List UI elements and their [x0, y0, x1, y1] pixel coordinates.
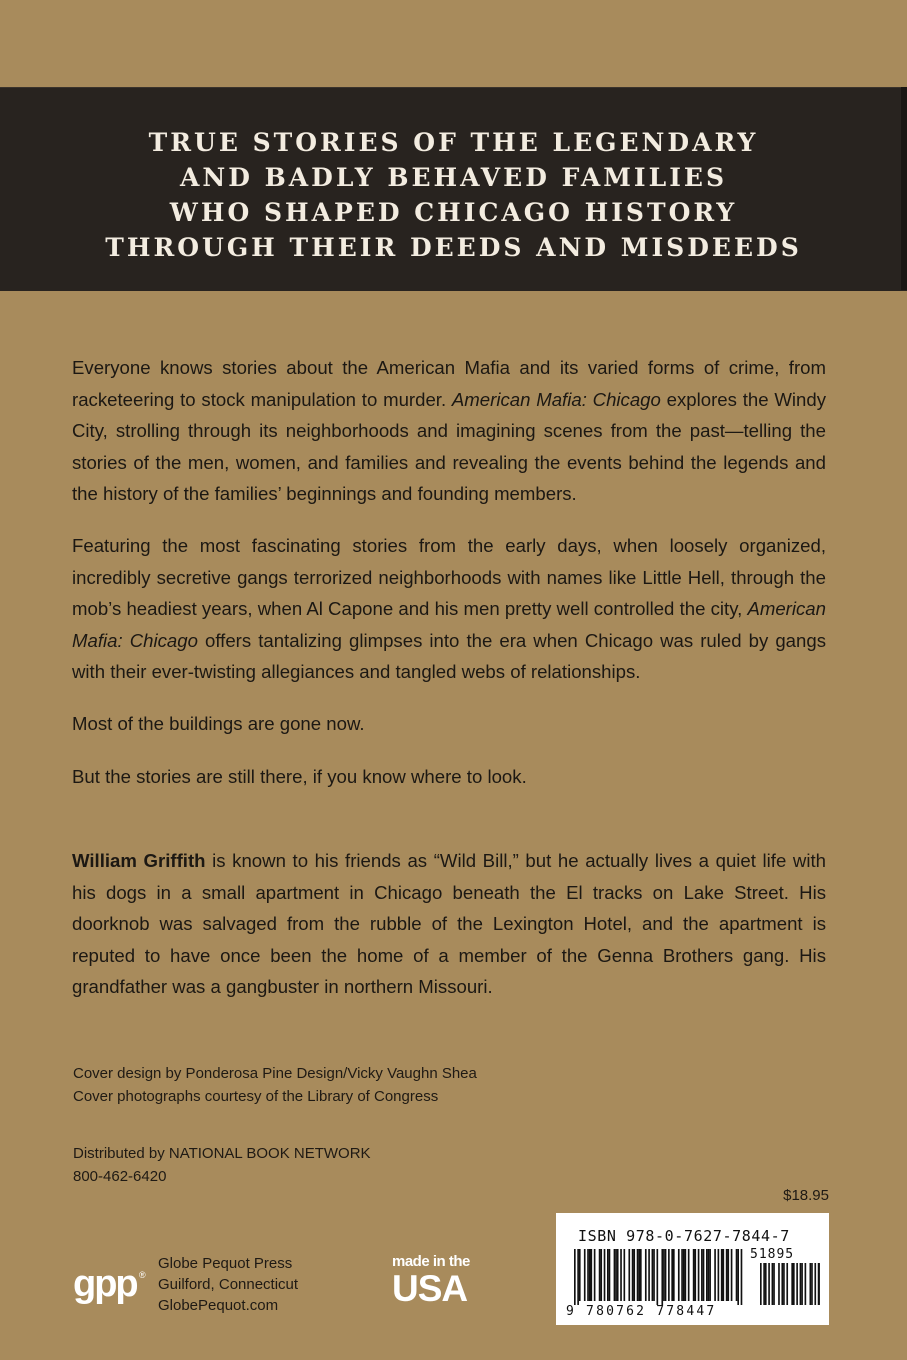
barcode-bar [577, 1249, 579, 1305]
barcode-bar [708, 1249, 710, 1301]
barcode-addon-number: 51895 [750, 1247, 795, 1262]
barcode-addon-bar [800, 1263, 802, 1305]
tagline-line-4: THROUGH THEIR DEEDS AND MISDEEDS [105, 233, 802, 262]
bio-text: is known to his friends as “Wild Bill,” but he actually lives a quiet life with his dogs in a small apartment in Chicago beneath the El tracks on Lake Street. His doorknob was salvaged from the rubble of the Lexington Hotel, and the apartment is reputed to have once been the home of a member of the Genna Brothers gang. His grandfather was a gangbuster in northern Missouri. [72, 850, 826, 997]
barcode-bar [709, 1249, 711, 1301]
distribution-info [73, 1142, 371, 1188]
barcode-bar [579, 1249, 581, 1301]
barcode-addon-bar [765, 1263, 767, 1305]
barcode-addon-bar [818, 1263, 820, 1305]
gpp-logo-text: gpp [73, 1263, 137, 1305]
usa-label: USA [392, 1268, 468, 1309]
barcode-addon-bar [783, 1263, 785, 1305]
barcode-bar [600, 1249, 602, 1301]
publisher-location: Guilford, Connecticut [158, 1276, 299, 1293]
blurb-text: explores the Windy City, strolling through its neighborhoods and imagining scenes from the past—telling the stories of the men, women, and families and revealing the events behind the legends and the history of the families’ beginnings and founding members. [72, 388, 826, 504]
barcode-bar [668, 1249, 670, 1301]
made-in-label: made in the [392, 1253, 470, 1270]
barcode-bar [723, 1249, 725, 1301]
barcode-bar [653, 1249, 655, 1301]
barcode-bar [737, 1249, 739, 1305]
barcode-bar [617, 1249, 619, 1301]
publisher-info [158, 1253, 298, 1316]
barcode-bar [633, 1249, 635, 1301]
barcode-bar [741, 1249, 743, 1305]
barcode-icon [570, 1249, 820, 1307]
barcode-bar [604, 1249, 606, 1301]
barcode-bar [594, 1249, 596, 1301]
barcode-bar [665, 1249, 667, 1301]
barcode-addon-bar [778, 1263, 780, 1305]
barcode-addon-bar [768, 1263, 770, 1305]
distributor: Distributed by NATIONAL BOOK NETWORK [73, 1145, 371, 1162]
barcode-addon-bar [811, 1263, 813, 1305]
author-name: William Griffith [72, 850, 206, 871]
blurb-paragraph-3 [72, 708, 826, 740]
barcode-addon-bar [793, 1263, 795, 1305]
barcode-addon-bar [791, 1263, 793, 1305]
price: $18.95 [783, 1187, 829, 1204]
gpp-logo-icon [73, 1262, 151, 1310]
barcode-bar [648, 1249, 650, 1301]
publisher-website: GlobePequot.com [158, 1297, 279, 1314]
barcode-addon-bar [819, 1263, 820, 1305]
barcode-bar [638, 1249, 640, 1301]
blurb-paragraph-1 [72, 352, 826, 510]
barcode-bar [706, 1249, 708, 1301]
barcode-bar [632, 1249, 634, 1301]
isbn-label: ISBN 978-0-7627-7844-7 [578, 1227, 790, 1245]
barcode-bar [599, 1249, 601, 1301]
isbn-barcode-box [556, 1213, 829, 1325]
barcode-bar [628, 1249, 630, 1301]
tagline-line-2: AND BADLY BEHAVED FAMILIES [179, 163, 728, 192]
blurb-paragraph-2 [72, 530, 826, 688]
barcode-bar [671, 1249, 673, 1301]
blurb-text: But the stories are still there, if you know where to look. [72, 766, 527, 787]
barcode-bar [688, 1249, 690, 1301]
blurb-text: offers tantalizing glimpses into the era when Chicago was ruled by gangs with their ever-twisting allegiances and tangled webs of relationships. [72, 629, 826, 682]
made-in-usa-badge [392, 1254, 482, 1308]
barcode-addon-bar [781, 1263, 783, 1305]
barcode-bar [637, 1249, 639, 1301]
barcode-addon-bar [796, 1263, 798, 1305]
publisher-name: Globe Pequot Press [158, 1255, 293, 1272]
barcode-addon-bar [805, 1263, 807, 1305]
barcode-bar [714, 1249, 716, 1301]
barcode-bar [620, 1249, 622, 1301]
blurb-text: Most of the buildings are gone now. [72, 713, 365, 734]
barcode-bar [731, 1249, 733, 1301]
blurb-text: Featuring the most fascinating stories from the early days, when loosely organized, incredibly secretive gangs terrorized neighborhoods with names like Little Hell, through the mob’s headiest years, when Al Capone and his men pretty well controlled the city, [72, 535, 826, 619]
barcode-bar [693, 1249, 695, 1301]
photo-credit: Cover photographs courtesy of the Library of Congress [73, 1088, 439, 1105]
design-credit: Cover design by Ponderosa Pine Design/Vicky Vaughn Shea [73, 1065, 477, 1082]
barcode-bar [678, 1249, 680, 1301]
barcode-bar [694, 1249, 696, 1301]
barcode-bar [727, 1249, 729, 1301]
barcode-bar [663, 1249, 665, 1301]
barcode-addon-bar [773, 1263, 775, 1305]
barcode-bar [685, 1249, 687, 1301]
distributor-phone: 800-462-6420 [73, 1168, 167, 1185]
barcode-bar [703, 1249, 705, 1301]
barcode-bar [615, 1249, 617, 1301]
tagline-line-3: WHO SHAPED CHICAGO HISTORY [169, 198, 738, 227]
barcode-bar [673, 1249, 675, 1301]
barcode-bar [589, 1249, 591, 1301]
blurb-text: Everyone knows stories about the American Mafia and its varied forms of crime, from racketeering to stock manipulation to murder. [72, 357, 826, 410]
barcode-bar [652, 1249, 654, 1301]
barcode-bar [718, 1249, 720, 1301]
barcode-bar [657, 1249, 659, 1305]
barcode-addon-bar [772, 1263, 774, 1305]
barcode-addon-bar [760, 1263, 762, 1305]
barcode-bar [607, 1249, 609, 1301]
barcode-bar [661, 1249, 663, 1305]
barcode-bar [681, 1249, 683, 1301]
barcode-bar [640, 1249, 642, 1301]
barcode-bar [683, 1249, 685, 1301]
registered-mark: ® [139, 1270, 146, 1280]
cover-credits [73, 1062, 477, 1108]
barcode-bar [587, 1249, 589, 1301]
barcode-bar [624, 1249, 626, 1301]
barcode-bar [591, 1249, 593, 1301]
blurb-paragraph-4 [72, 761, 826, 793]
barcode-bar [701, 1249, 703, 1301]
tagline-line-1: TRUE STORIES OF THE LEGENDARY [148, 128, 759, 157]
ean-digits: 9 780762 778447 [566, 1304, 717, 1319]
barcode-addon-bar [786, 1263, 788, 1305]
author-bio [72, 845, 826, 1003]
barcode-bar [574, 1249, 576, 1305]
barcode-bar [721, 1249, 723, 1301]
barcode-bar [614, 1249, 616, 1301]
book-title: American Mafia: Chicago [451, 388, 661, 410]
tagline [0, 125, 907, 265]
barcode-addon-bar [801, 1263, 803, 1305]
barcode-bar [584, 1249, 586, 1301]
barcode-bar [609, 1249, 611, 1301]
book-title: American Mafia: Chicago [72, 598, 826, 651]
barcode-addon-bar [763, 1263, 765, 1305]
barcode-addon-bar [810, 1263, 812, 1305]
barcode-bar [736, 1249, 738, 1301]
barcode-bar [645, 1249, 647, 1301]
barcode-bar [698, 1249, 700, 1301]
barcode-addon-bar [814, 1263, 816, 1305]
barcode-bar [726, 1249, 728, 1301]
